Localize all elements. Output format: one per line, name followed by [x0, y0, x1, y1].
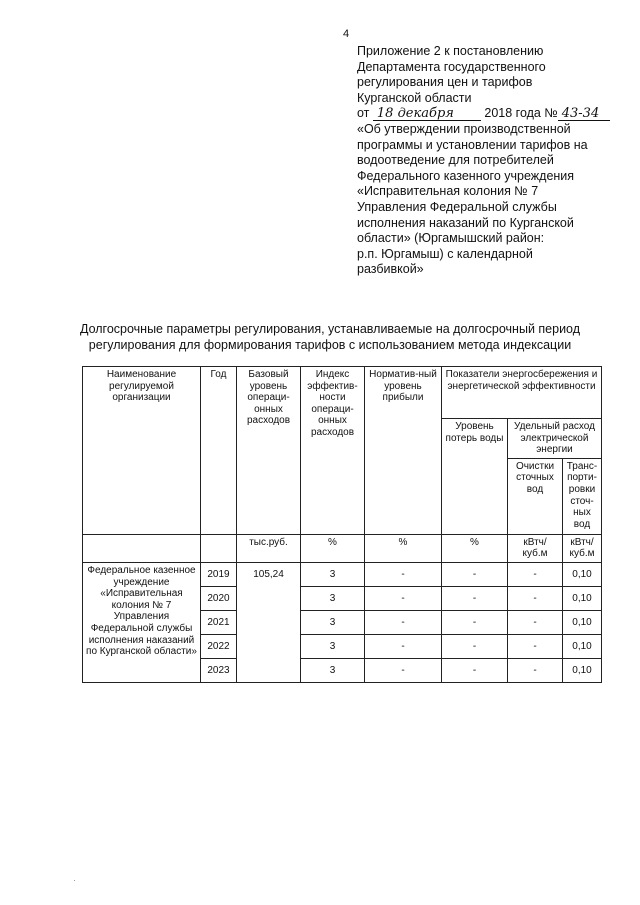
appendix-header	[357, 44, 627, 278]
header-line: «Исправительная колония № 7	[357, 184, 539, 199]
header-cleaning: Очистки сточных вод	[508, 458, 563, 534]
loss-cell: -	[442, 586, 508, 610]
document-title	[40, 322, 620, 353]
header-line: регулирования цен и тарифов	[357, 75, 533, 90]
header-specific: Удельный расход электрической энергии	[508, 419, 602, 459]
transport-cell: 0,10	[563, 610, 602, 634]
title-line: регулирования для формирования тарифов с использованием метода индексации	[88, 337, 572, 352]
header-line: Приложение 2 к постановлению	[357, 44, 544, 58]
header-profit: Норматив-ный уровень прибыли	[365, 367, 442, 535]
cleaning-cell: -	[508, 562, 563, 586]
scan-speck	[74, 880, 75, 881]
header-loss: Уровень потерь воды	[442, 419, 508, 535]
unit-org	[83, 534, 201, 562]
cleaning-cell: -	[508, 634, 563, 658]
profit-cell: -	[365, 562, 442, 586]
header-line: области» (Юргамышский район:	[357, 231, 545, 246]
handwritten-date: 18 декабря	[373, 107, 481, 121]
transport-cell: 0,10	[563, 658, 602, 682]
handwritten-doc-number: 43-34	[558, 107, 610, 121]
year-cell: 2019	[201, 562, 237, 586]
unit-base: тыс.руб.	[237, 534, 301, 562]
header-line: разбивкой»	[357, 262, 424, 277]
header-line: программы и установлении тарифов на	[357, 137, 588, 152]
year-cell: 2021	[201, 610, 237, 634]
header-date-line	[357, 106, 627, 122]
header-line: водоотведение для потребителей	[357, 153, 554, 168]
header-energy: Показатели энергосбережения и энергетической эффективности	[442, 367, 602, 419]
org-name: Федеральное казенное учреждение «Исправительная колония № 7 Управления Федеральной службы исполнения наказаний по Курганской области»	[83, 562, 201, 682]
profit-cell: -	[365, 586, 442, 610]
unit-transport: кВтч/ куб.м	[563, 534, 602, 562]
loss-cell: -	[442, 658, 508, 682]
table-row	[83, 562, 602, 586]
unit-loss: %	[442, 534, 508, 562]
year-cell: 2020	[201, 586, 237, 610]
loss-cell: -	[442, 634, 508, 658]
date-prefix: от	[357, 106, 370, 121]
profit-cell: -	[365, 610, 442, 634]
base-value: 105,24	[237, 562, 301, 682]
page-number: 4	[343, 28, 350, 40]
cleaning-cell: -	[508, 610, 563, 634]
header-base: Базовый уровень операци-онных расходов	[237, 367, 301, 535]
transport-cell: 0,10	[563, 634, 602, 658]
header-line: «Об утверждении производственной	[357, 121, 571, 136]
header-year: Год	[201, 367, 237, 535]
header-line: Департамента государственного	[357, 59, 546, 74]
header-line: Федерального казенного учреждения	[357, 168, 575, 183]
year-cell: 2022	[201, 634, 237, 658]
index-cell: 3	[301, 562, 365, 586]
cleaning-cell: -	[508, 586, 563, 610]
parameters-table	[82, 366, 602, 683]
header-index: Индекс эффектив-ности операци-онных расходов	[301, 367, 365, 535]
unit-profit: %	[365, 534, 442, 562]
index-cell: 3	[301, 658, 365, 682]
index-cell: 3	[301, 634, 365, 658]
date-year: 2018 года №	[484, 106, 558, 121]
header-transport: Транс-порти-ровки сточ-ных вод	[563, 458, 602, 534]
header-line: р.п. Юргамыш) с календарной	[357, 246, 533, 261]
cleaning-cell: -	[508, 658, 563, 682]
title-line: Долгосрочные параметры регулирования, устанавливаемые на долгосрочный период	[79, 322, 581, 336]
index-cell: 3	[301, 586, 365, 610]
transport-cell: 0,10	[563, 562, 602, 586]
header-line: исполнения наказаний по Курганской	[357, 215, 574, 230]
profit-cell: -	[365, 634, 442, 658]
unit-cleaning: кВтч/ куб.м	[508, 534, 563, 562]
header-org: Наименование регулируемой организации	[83, 367, 201, 535]
unit-index: %	[301, 534, 365, 562]
profit-cell: -	[365, 658, 442, 682]
unit-year	[201, 534, 237, 562]
header-line: Управления Федеральной службы	[357, 199, 557, 214]
index-cell: 3	[301, 610, 365, 634]
year-cell: 2023	[201, 658, 237, 682]
loss-cell: -	[442, 562, 508, 586]
loss-cell: -	[442, 610, 508, 634]
transport-cell: 0,10	[563, 586, 602, 610]
header-line: Курганской области	[357, 90, 472, 105]
